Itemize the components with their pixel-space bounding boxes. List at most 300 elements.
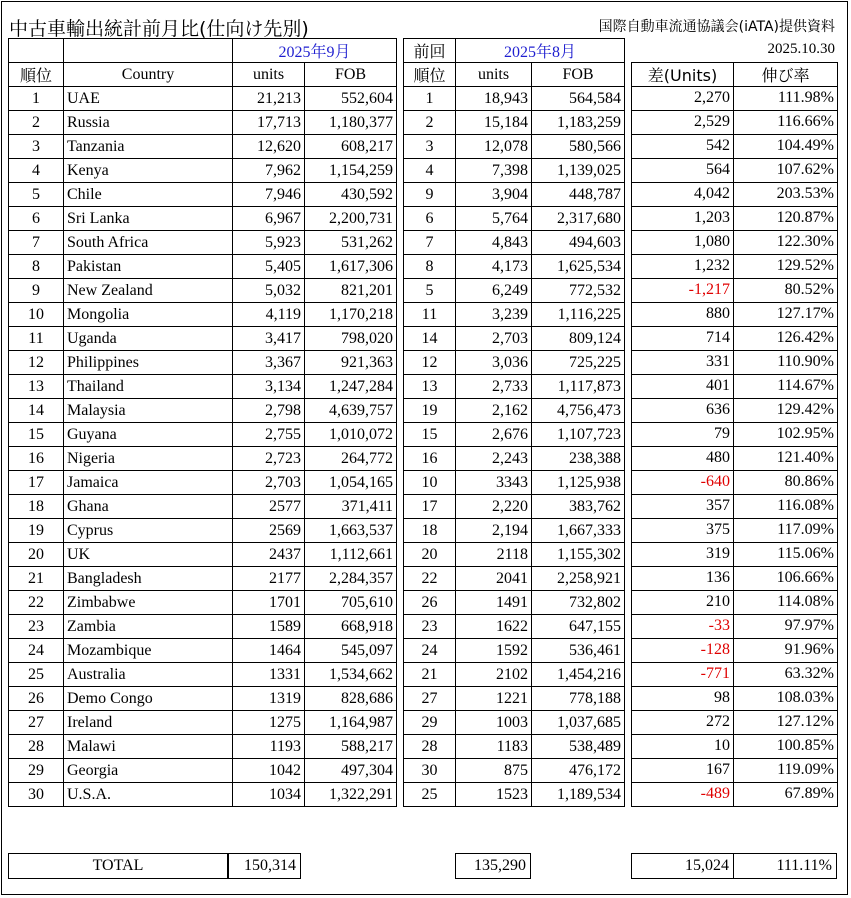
country-cell: Mongolia — [64, 303, 233, 327]
diff-cell: 1,080 — [632, 230, 734, 254]
country-cell: UK — [64, 543, 233, 567]
table-row — [632, 686, 838, 710]
page-title: 中古車輸出統計前月比(仕向け先別) — [9, 18, 309, 40]
growth-cell: 129.52% — [734, 254, 838, 278]
table-row — [632, 638, 838, 662]
previous-rank-cell: 26 — [404, 591, 456, 615]
rank-cell: 22 — [9, 591, 64, 615]
country-cell: Malaysia — [64, 399, 233, 423]
diff-cell: 375 — [632, 518, 734, 542]
table-row — [632, 422, 838, 446]
table-row — [404, 207, 625, 231]
diff-cell: -1,217 — [632, 278, 734, 302]
fob-cell: 497,304 — [305, 759, 397, 783]
rank-cell: 16 — [9, 447, 64, 471]
table-row — [9, 279, 397, 303]
table-row — [632, 734, 838, 758]
table-row — [632, 614, 838, 638]
table-row — [9, 159, 397, 183]
rank-cell: 19 — [9, 519, 64, 543]
units-cell: 5,923 — [233, 231, 305, 255]
table-row — [9, 447, 397, 471]
table-row — [632, 254, 838, 278]
previous-total-units-box — [455, 853, 531, 879]
rank-cell: 2 — [9, 111, 64, 135]
table-row — [9, 231, 397, 255]
fob-cell: 545,097 — [305, 639, 397, 663]
fob-header: FOB — [305, 63, 397, 87]
table-row — [632, 710, 838, 734]
rank-cell: 18 — [9, 495, 64, 519]
diff-cell: 210 — [632, 590, 734, 614]
previous-units-cell: 1491 — [456, 591, 532, 615]
diff-header: 差(Units) — [632, 62, 734, 86]
table-row — [9, 183, 397, 207]
fob-cell: 1,010,072 — [305, 423, 397, 447]
previous-units-cell: 2,703 — [456, 327, 532, 351]
previous-rank-cell: 5 — [404, 279, 456, 303]
blank-cell — [632, 38, 734, 62]
previous-rank-header: 順位 — [404, 63, 456, 87]
table-row — [404, 159, 625, 183]
country-cell: Kenya — [64, 159, 233, 183]
growth-cell: 114.67% — [734, 374, 838, 398]
previous-rank-cell: 25 — [404, 783, 456, 807]
previous-units-cell: 2,162 — [456, 399, 532, 423]
table-row — [404, 519, 625, 543]
fob-cell: 1,164,987 — [305, 711, 397, 735]
units-cell: 5,405 — [233, 255, 305, 279]
table-row — [9, 327, 397, 351]
rank-cell: 8 — [9, 255, 64, 279]
table-row — [404, 87, 625, 111]
table-row — [404, 231, 625, 255]
table-row — [632, 518, 838, 542]
diff-cell: 636 — [632, 398, 734, 422]
previous-units-cell: 875 — [456, 759, 532, 783]
table-row — [404, 639, 625, 663]
table-row — [9, 591, 397, 615]
previous-fob-cell: 4,756,473 — [532, 399, 625, 423]
previous-month-table — [403, 38, 625, 807]
previous-units-cell: 18,943 — [456, 87, 532, 111]
growth-cell: 97.97% — [734, 614, 838, 638]
previous-fob-cell: 1,037,685 — [532, 711, 625, 735]
country-cell: Tanzania — [64, 135, 233, 159]
diff-cell: 10 — [632, 734, 734, 758]
rank-cell: 25 — [9, 663, 64, 687]
diff-cell: 167 — [632, 758, 734, 782]
previous-rank-cell: 24 — [404, 639, 456, 663]
total-label-box — [8, 853, 228, 879]
rank-cell: 30 — [9, 783, 64, 807]
total-diff-box — [631, 853, 734, 879]
previous-fob-cell: 647,155 — [532, 615, 625, 639]
country-cell: Uganda — [64, 327, 233, 351]
fob-cell: 1,170,218 — [305, 303, 397, 327]
units-cell: 3,367 — [233, 351, 305, 375]
growth-cell: 127.12% — [734, 710, 838, 734]
table-row — [404, 135, 625, 159]
table-row — [9, 375, 397, 399]
report-date: 2025.10.30 — [767, 41, 835, 57]
diff-cell: -771 — [632, 662, 734, 686]
diff-cell: 1,232 — [632, 254, 734, 278]
table-row — [404, 111, 625, 135]
previous-rank-cell: 20 — [404, 543, 456, 567]
total-units-box — [228, 853, 301, 879]
fob-cell: 1,617,306 — [305, 255, 397, 279]
fob-cell: 1,247,284 — [305, 375, 397, 399]
country-cell: Nigeria — [64, 447, 233, 471]
table-row — [632, 470, 838, 494]
diff-cell: 564 — [632, 158, 734, 182]
previous-rank-cell: 21 — [404, 663, 456, 687]
previous-total-units: 135,290 — [474, 857, 526, 874]
growth-cell: 63.32% — [734, 662, 838, 686]
previous-fob-cell: 1,125,938 — [532, 471, 625, 495]
growth-cell: 122.30% — [734, 230, 838, 254]
fob-cell: 264,772 — [305, 447, 397, 471]
table-row — [632, 350, 838, 374]
country-cell: Zimbabwe — [64, 591, 233, 615]
table-row — [9, 471, 397, 495]
units-cell: 4,119 — [233, 303, 305, 327]
growth-cell: 100.85% — [734, 734, 838, 758]
diff-cell: 480 — [632, 446, 734, 470]
previous-rank-cell: 11 — [404, 303, 456, 327]
units-cell: 1701 — [233, 591, 305, 615]
growth-cell: 110.90% — [734, 350, 838, 374]
units-cell: 6,967 — [233, 207, 305, 231]
growth-cell: 117.09% — [734, 518, 838, 542]
total-label: TOTAL — [92, 857, 144, 874]
rank-cell: 17 — [9, 471, 64, 495]
previous-units-cell: 1622 — [456, 615, 532, 639]
growth-cell: 203.53% — [734, 182, 838, 206]
previous-fob-cell: 1,667,333 — [532, 519, 625, 543]
previous-rank-cell: 6 — [404, 207, 456, 231]
units-cell: 3,134 — [233, 375, 305, 399]
units-cell: 7,946 — [233, 183, 305, 207]
previous-units-cell: 5,764 — [456, 207, 532, 231]
table-row — [404, 447, 625, 471]
previous-rank-cell: 7 — [404, 231, 456, 255]
current-period-label: 2025年9月 — [233, 39, 397, 63]
country-cell: Mozambique — [64, 639, 233, 663]
rank-header: 順位 — [9, 63, 64, 87]
table-row — [404, 423, 625, 447]
rank-cell: 24 — [9, 639, 64, 663]
table-row — [404, 471, 625, 495]
rank-cell: 11 — [9, 327, 64, 351]
rank-cell: 7 — [9, 231, 64, 255]
rank-cell: 12 — [9, 351, 64, 375]
table-row — [9, 351, 397, 375]
previous-fob-cell: 538,489 — [532, 735, 625, 759]
table-row — [9, 255, 397, 279]
growth-cell: 126.42% — [734, 326, 838, 350]
table-row — [9, 135, 397, 159]
previous-rank-cell: 29 — [404, 711, 456, 735]
blank-cell — [734, 38, 838, 62]
growth-cell: 116.08% — [734, 494, 838, 518]
table-row — [632, 494, 838, 518]
table-row — [404, 327, 625, 351]
table-row — [404, 399, 625, 423]
previous-fob-cell: 2,317,680 — [532, 207, 625, 231]
total-growth-box — [733, 853, 837, 879]
units-cell: 2,703 — [233, 471, 305, 495]
previous-fob-cell: 772,532 — [532, 279, 625, 303]
previous-rank-cell: 19 — [404, 399, 456, 423]
table-row — [9, 519, 397, 543]
table-row — [632, 782, 838, 806]
table-row — [9, 399, 397, 423]
table-row — [632, 326, 838, 350]
total-growth: 111.11% — [776, 857, 832, 874]
previous-fob-cell: 494,603 — [532, 231, 625, 255]
table-row — [9, 303, 397, 327]
table-row — [9, 87, 397, 111]
previous-rank-cell: 14 — [404, 327, 456, 351]
table-row — [404, 255, 625, 279]
previous-units-cell: 2,733 — [456, 375, 532, 399]
units-cell: 1464 — [233, 639, 305, 663]
previous-units-cell: 3,036 — [456, 351, 532, 375]
country-cell: South Africa — [64, 231, 233, 255]
diff-cell: -33 — [632, 614, 734, 638]
units-cell: 1331 — [233, 663, 305, 687]
diff-cell: 1,203 — [632, 206, 734, 230]
diff-cell: 2,529 — [632, 110, 734, 134]
previous-fob-cell: 2,258,921 — [532, 567, 625, 591]
table-row — [632, 398, 838, 422]
table-row — [9, 207, 397, 231]
table-row — [9, 639, 397, 663]
rank-cell: 26 — [9, 687, 64, 711]
previous-fob-cell: 383,762 — [532, 495, 625, 519]
fob-cell: 798,020 — [305, 327, 397, 351]
previous-fob-cell: 476,172 — [532, 759, 625, 783]
previous-fob-cell: 448,787 — [532, 183, 625, 207]
growth-cell: 129.42% — [734, 398, 838, 422]
table-row — [632, 566, 838, 590]
previous-rank-cell: 13 — [404, 375, 456, 399]
fob-cell: 1,534,662 — [305, 663, 397, 687]
previous-rank-cell: 22 — [404, 567, 456, 591]
table-row — [632, 542, 838, 566]
previous-rank-cell: 17 — [404, 495, 456, 519]
rank-cell: 14 — [9, 399, 64, 423]
units-cell: 1275 — [233, 711, 305, 735]
fob-cell: 821,201 — [305, 279, 397, 303]
previous-units-header: units — [456, 63, 532, 87]
previous-fob-cell: 1,189,534 — [532, 783, 625, 807]
previous-fob-cell: 778,188 — [532, 687, 625, 711]
units-cell: 3,417 — [233, 327, 305, 351]
country-header: Country — [64, 63, 233, 87]
table-row — [9, 759, 397, 783]
previous-fob-cell: 536,461 — [532, 639, 625, 663]
units-cell: 2,755 — [233, 423, 305, 447]
rank-cell: 28 — [9, 735, 64, 759]
previous-units-cell: 2,243 — [456, 447, 532, 471]
previous-rank-cell: 1 — [404, 87, 456, 111]
growth-cell: 67.89% — [734, 782, 838, 806]
units-cell: 2437 — [233, 543, 305, 567]
diff-cell: 357 — [632, 494, 734, 518]
diff-cell: 714 — [632, 326, 734, 350]
table-row — [404, 591, 625, 615]
units-cell: 2,798 — [233, 399, 305, 423]
table-row — [404, 663, 625, 687]
previous-rank-cell: 15 — [404, 423, 456, 447]
previous-fob-cell: 1,116,225 — [532, 303, 625, 327]
previous-units-cell: 7,398 — [456, 159, 532, 183]
diff-cell: -489 — [632, 782, 734, 806]
growth-cell: 104.49% — [734, 134, 838, 158]
table-row — [632, 590, 838, 614]
blank-header-cell — [9, 39, 64, 63]
table-row — [404, 567, 625, 591]
previous-units-cell: 2102 — [456, 663, 532, 687]
table-row — [632, 158, 838, 182]
previous-units-cell: 2,676 — [456, 423, 532, 447]
previous-fob-cell: 1,107,723 — [532, 423, 625, 447]
units-cell: 2569 — [233, 519, 305, 543]
growth-cell: 114.08% — [734, 590, 838, 614]
previous-fob-cell: 1,183,259 — [532, 111, 625, 135]
country-cell: Australia — [64, 663, 233, 687]
country-cell: Ireland — [64, 711, 233, 735]
total-units: 150,314 — [244, 857, 296, 874]
table-row — [9, 735, 397, 759]
diff-cell: 272 — [632, 710, 734, 734]
rank-cell: 21 — [9, 567, 64, 591]
previous-units-cell: 2118 — [456, 543, 532, 567]
units-header: units — [233, 63, 305, 87]
table-row — [404, 303, 625, 327]
previous-units-cell: 2,220 — [456, 495, 532, 519]
diff-cell: 98 — [632, 686, 734, 710]
rank-cell: 9 — [9, 279, 64, 303]
fob-cell: 430,592 — [305, 183, 397, 207]
table-row — [404, 183, 625, 207]
table-row — [404, 783, 625, 807]
country-cell: Sri Lanka — [64, 207, 233, 231]
country-cell: Zambia — [64, 615, 233, 639]
growth-cell: 127.17% — [734, 302, 838, 326]
previous-rank-cell: 10 — [404, 471, 456, 495]
units-cell: 2,723 — [233, 447, 305, 471]
table-row — [9, 423, 397, 447]
previous-units-cell: 1183 — [456, 735, 532, 759]
fob-cell: 1,154,259 — [305, 159, 397, 183]
previous-fob-header: FOB — [532, 63, 625, 87]
units-cell: 1042 — [233, 759, 305, 783]
fob-cell: 4,639,757 — [305, 399, 397, 423]
units-cell: 1034 — [233, 783, 305, 807]
fob-cell: 2,200,731 — [305, 207, 397, 231]
rank-cell: 15 — [9, 423, 64, 447]
previous-fob-cell: 564,584 — [532, 87, 625, 111]
previous-rank-cell: 8 — [404, 255, 456, 279]
source-note: 国際自動車流通協議会(iATA)提供資料 — [598, 19, 835, 35]
previous-fob-cell: 809,124 — [532, 327, 625, 351]
diff-cell: 79 — [632, 422, 734, 446]
table-row — [632, 758, 838, 782]
previous-fob-cell: 1,139,025 — [532, 159, 625, 183]
fob-cell: 531,262 — [305, 231, 397, 255]
previous-rank-cell: 2 — [404, 111, 456, 135]
fob-cell: 921,363 — [305, 351, 397, 375]
previous-rank-cell: 27 — [404, 687, 456, 711]
table-row — [632, 278, 838, 302]
fob-cell: 1,180,377 — [305, 111, 397, 135]
previous-units-cell: 1592 — [456, 639, 532, 663]
previous-units-cell: 3343 — [456, 471, 532, 495]
fob-cell: 1,322,291 — [305, 783, 397, 807]
fob-cell: 552,604 — [305, 87, 397, 111]
fob-cell: 1,054,165 — [305, 471, 397, 495]
country-cell: Jamaica — [64, 471, 233, 495]
rank-cell: 6 — [9, 207, 64, 231]
table-row — [632, 230, 838, 254]
growth-cell: 119.09% — [734, 758, 838, 782]
rank-cell: 1 — [9, 87, 64, 111]
change-table — [631, 38, 838, 807]
table-row — [9, 111, 397, 135]
table-row — [404, 615, 625, 639]
units-cell: 7,962 — [233, 159, 305, 183]
growth-cell: 121.40% — [734, 446, 838, 470]
previous-fob-cell: 238,388 — [532, 447, 625, 471]
units-cell: 1193 — [233, 735, 305, 759]
table-row — [632, 446, 838, 470]
table-row — [9, 615, 397, 639]
table-row — [632, 206, 838, 230]
diff-cell: 542 — [632, 134, 734, 158]
growth-cell: 115.06% — [734, 542, 838, 566]
previous-fob-cell: 732,802 — [532, 591, 625, 615]
previous-fob-cell: 725,225 — [532, 351, 625, 375]
units-cell: 21,213 — [233, 87, 305, 111]
previous-rank-cell: 23 — [404, 615, 456, 639]
units-cell: 1589 — [233, 615, 305, 639]
previous-rank-cell: 4 — [404, 159, 456, 183]
previous-units-cell: 6,249 — [456, 279, 532, 303]
table-row — [404, 543, 625, 567]
diff-cell: 331 — [632, 350, 734, 374]
previous-units-cell: 4,173 — [456, 255, 532, 279]
fob-cell: 2,284,357 — [305, 567, 397, 591]
country-cell: Georgia — [64, 759, 233, 783]
table-row — [632, 182, 838, 206]
rank-cell: 5 — [9, 183, 64, 207]
rank-cell: 23 — [9, 615, 64, 639]
country-cell: Chile — [64, 183, 233, 207]
previous-units-cell: 1003 — [456, 711, 532, 735]
previous-fob-cell: 1,155,302 — [532, 543, 625, 567]
previous-fob-cell: 1,117,873 — [532, 375, 625, 399]
previous-units-cell: 2,194 — [456, 519, 532, 543]
growth-cell: 111.98% — [734, 86, 838, 110]
previous-period-label: 2025年8月 — [456, 39, 625, 63]
previous-units-cell: 15,184 — [456, 111, 532, 135]
previous-rank-cell: 9 — [404, 183, 456, 207]
fob-cell: 371,411 — [305, 495, 397, 519]
